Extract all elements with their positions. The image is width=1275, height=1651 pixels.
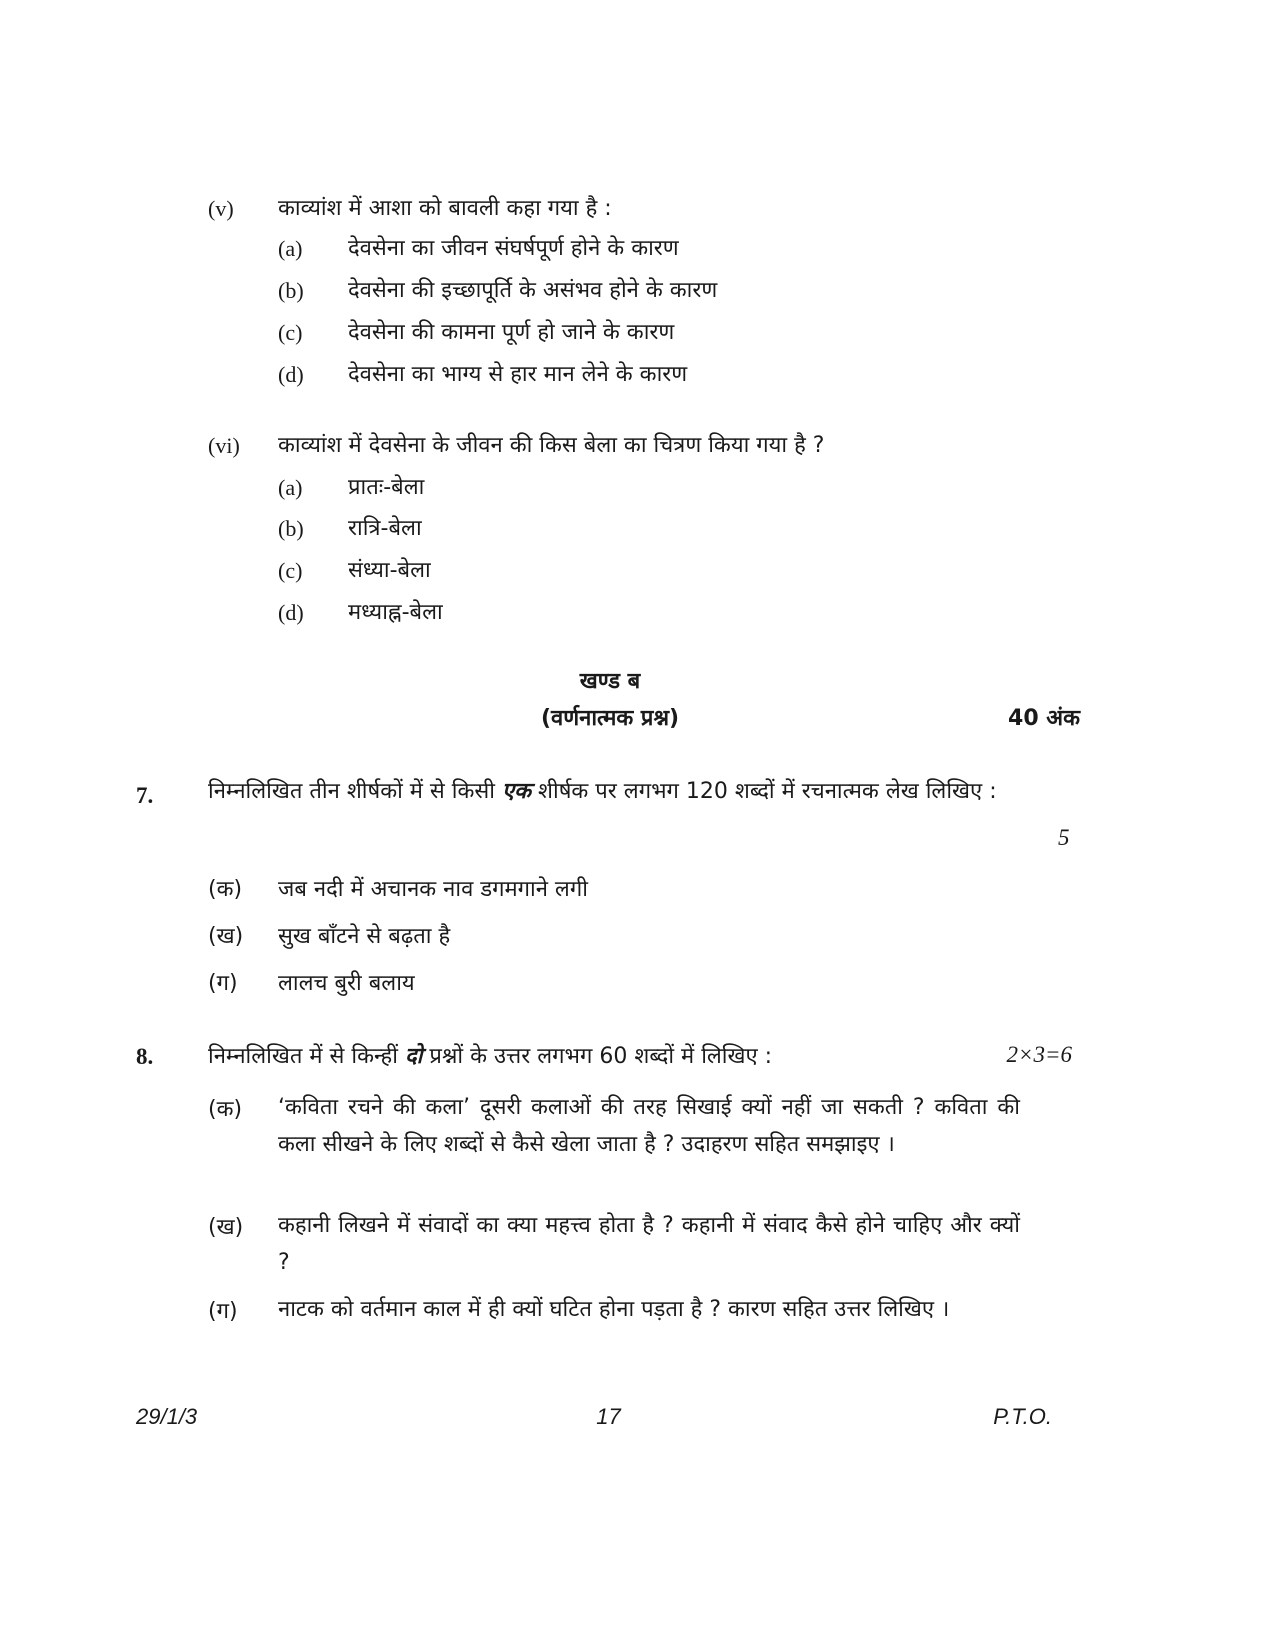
option-label: (a) (278, 236, 303, 261)
option-label: (ख) (208, 1215, 244, 1240)
question-label: (vi) (208, 433, 240, 458)
section-title: खण्ड ब (579, 669, 641, 694)
option-text: संध्या-बेला (348, 558, 431, 583)
question-text (208, 1040, 772, 1070)
option-text: रात्रि-बेला (348, 516, 422, 541)
option-label: (क) (208, 877, 243, 902)
option-label: (ग) (208, 1299, 238, 1324)
option-label: (ख) (208, 924, 244, 949)
option-label: (क) (208, 1097, 243, 1122)
question-marks: 5 (1058, 825, 1070, 850)
question-text-start: निम्नलिखित में से किन्हीं (208, 1044, 398, 1069)
question-number: 7. (136, 783, 154, 808)
option-label: (b) (278, 278, 304, 303)
option-text: सुख बाँटने से बढ़ता है (278, 924, 451, 949)
option-label: (d) (278, 600, 304, 625)
option-text: नाटक को वर्तमान काल में ही क्यों घटित होना पड़ता है ? कारण सहित उत्तर लिखिए । (278, 1297, 950, 1322)
section-marks: 40 अंक (1008, 706, 1080, 731)
pto-label: P.T.O. (993, 1404, 1052, 1429)
question-label: (v) (208, 196, 234, 221)
question-text (208, 773, 1020, 810)
option-label: (ग) (208, 971, 238, 996)
paper-code: 29/1/3 (136, 1404, 198, 1429)
question-text: काव्यांश में आशा को बावली कहा गया है : (278, 196, 612, 221)
question-emphasis: दो (404, 1044, 423, 1069)
option-text: देवसेना का भाग्य से हार मान लेने के कारण (348, 362, 688, 387)
question-text-end: शीर्षक पर लगभग 120 शब्दों में रचनात्मक लेख लिखिए : (538, 779, 997, 804)
option-text: कहानी लिखने में संवादों का क्या महत्त्व होता है ? कहानी में संवाद कैसे होने चाहिए और क्यों ? (278, 1213, 1020, 1275)
option-label: (c) (278, 320, 303, 345)
page-number: 17 (596, 1404, 621, 1429)
option-text: मध्याह्न-बेला (348, 600, 443, 625)
option-text: प्रातः-बेला (348, 475, 425, 500)
question-text-start: निम्नलिखित तीन शीर्षकों में से किसी (208, 779, 495, 804)
question-number: 8. (136, 1044, 154, 1069)
option-text: देवसेना की कामना पूर्ण हो जाने के कारण (348, 320, 675, 345)
option-text: देवसेना का जीवन संघर्षपूर्ण होने के कारण (348, 236, 679, 261)
option-text: लालच बुरी बलाय (278, 971, 415, 996)
option-label: (b) (278, 516, 304, 541)
option-label: (d) (278, 362, 304, 387)
option-text: ‘कविता रचने की कला’ दूसरी कलाओं की तरह सिखाई क्यों नहीं जा सकती ? कविता की कला सीखने के लिए शब्दों से कैसे खेला जाता है ? उदाहरण सहित समझाइए । (278, 1095, 1020, 1157)
section-subtitle: (वर्णनात्मक प्रश्न) (540, 706, 680, 731)
question-emphasis: एक (501, 779, 532, 804)
question-text: काव्यांश में देवसेना के जीवन की किस बेला का चित्रण किया गया है ? (278, 433, 825, 458)
option-label: (c) (278, 558, 303, 583)
question-text-end: प्रश्नों के उत्तर लगभग 60 शब्दों में लिखिए : (429, 1044, 773, 1069)
question-marks: 2×3=6 (1006, 1042, 1072, 1067)
option-label: (a) (278, 475, 303, 500)
option-text: देवसेना की इच्छापूर्ति के असंभव होने के कारण (348, 278, 718, 303)
option-text: जब नदी में अचानक नाव डगमगाने लगी (278, 877, 588, 902)
